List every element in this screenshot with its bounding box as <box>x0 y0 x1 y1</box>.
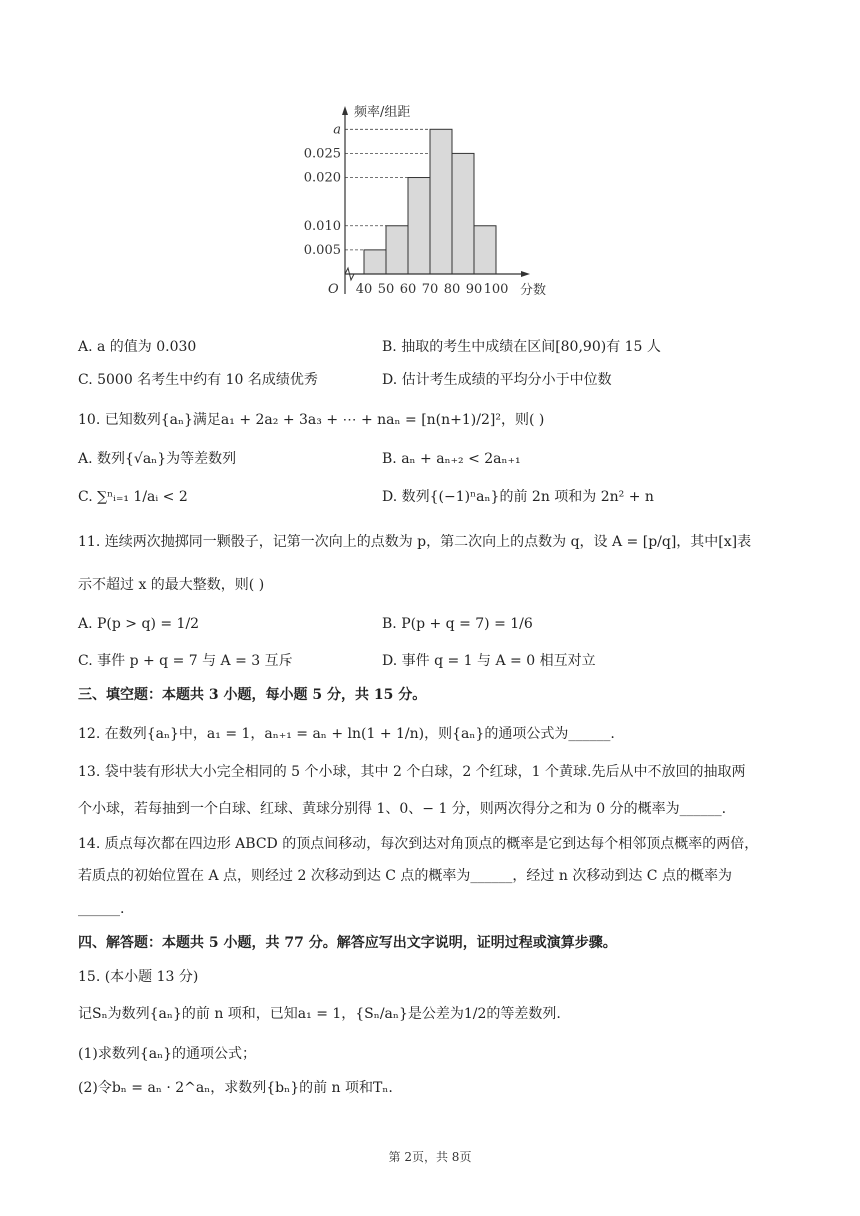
section-3-heading: 三、填空题：本题共 3 小题，每小题 5 分，共 15 分。 <box>78 687 427 703</box>
histogram-bar-2 <box>408 178 430 274</box>
q14-line3: ______. <box>78 901 125 917</box>
q11-option-d: D. 事件 q = 1 与 A = 0 相互对立 <box>382 653 596 669</box>
q15-part2: (2)令bₙ = aₙ · 2^aₙ，求数列{bₙ}的前 n 项和Tₙ. <box>78 1080 393 1096</box>
x-tick-label-40: 40 <box>355 282 373 297</box>
q10-option-c: C. ∑ⁿᵢ₌₁ 1/aᵢ < 2 <box>78 489 188 505</box>
x-tick-label-90: 90 <box>465 282 483 297</box>
y-tick-label-1: 0.010 <box>303 218 341 234</box>
histogram-bar-0 <box>364 250 386 274</box>
y-tick-label-3: 0.025 <box>303 146 341 162</box>
q9-option-d: D. 估计考生成绩的平均分小于中位数 <box>382 372 612 388</box>
histogram-bar-1 <box>386 226 408 274</box>
q13-line2: 个小球，若每抽到一个白球、红球、黄球分别得 1、0、− 1 分，则两次得分之和为 0 分的概率为______. <box>78 801 727 817</box>
y-tick-label-0: 0.005 <box>303 242 341 258</box>
y-tick-label-4: a <box>333 122 341 138</box>
q15-heading: 15. (本小题 13 分) <box>78 969 199 985</box>
q9-option-c: C. 5000 名考生中约有 10 名成绩优秀 <box>78 372 318 388</box>
x-tick-label-80: 80 <box>443 282 461 297</box>
q10-option-b: B. aₙ + aₙ₊₂ < 2aₙ₊₁ <box>382 451 521 467</box>
q10-stem: 10. 已知数列{aₙ}满足a₁ + 2a₂ + 3a₃ + ⋯ + naₙ = [n(n+1)/2]²，则( ) <box>78 412 545 428</box>
page-footer: 第 2页，共 8页 <box>388 1150 472 1164</box>
q14-line2: 若质点的初始位置在 A 点，则经过 2 次移动到达 C 点的概率为______，经过 n 次移动到达 C 点的概率为 <box>78 868 732 884</box>
q9-option-a: A. a 的值为 0.030 <box>78 339 197 355</box>
x-axis-label: 分数 <box>520 283 547 298</box>
y-axis-label: 频率/组距 <box>354 105 411 120</box>
q10-option-d: D. 数列{(−1)ⁿaₙ}的前 2n 项和为 2n² + n <box>382 489 654 505</box>
x-tick-label-60: 60 <box>399 282 417 297</box>
q14-line1: 14. 质点每次都在四边形 ABCD 的顶点间移动，每次到达对角顶点的概率是它到达每个相邻顶点概率的两倍， <box>78 836 759 852</box>
q11-option-a: A. P(p > q) = 1/2 <box>78 616 200 632</box>
histogram-bar-5 <box>474 226 496 274</box>
origin-label: O <box>328 282 339 297</box>
q9-option-b: B. 抽取的考生中成绩在区间[80,90)有 15 人 <box>382 339 661 355</box>
q11-option-b: B. P(p + q = 7) = 1/6 <box>382 616 533 632</box>
q12-stem: 12. 在数列{aₙ}中，a₁ = 1，aₙ₊₁ = aₙ + ln(1 + 1/n)，则{aₙ}的通项公式为______. <box>78 726 615 742</box>
x-tick-label-50: 50 <box>377 282 395 297</box>
q13-line1: 13. 袋中装有形状大小完全相同的 5 个小球，其中 2 个白球，2 个红球，1 个黄球.先后从中不放回的抽取两 <box>78 764 746 780</box>
q10-option-a: A. 数列{√aₙ}为等差数列 <box>78 451 237 467</box>
section-4-heading: 四、解答题：本题共 5 小题，共 77 分。解答应写出文字说明，证明过程或演算步骤。 <box>78 935 617 951</box>
histogram-bar-4 <box>452 153 474 274</box>
q11-option-c: C. 事件 p + q = 7 与 A = 3 互斥 <box>78 653 293 669</box>
y-tick-label-2: 0.020 <box>303 170 341 186</box>
histogram-bar-3 <box>430 129 452 274</box>
q15-part1: (1)求数列{aₙ}的通项公式； <box>78 1046 257 1062</box>
q11-stem-line1: 11. 连续两次抛掷同一颗骰子，记第一次向上的点数为 p，第二次向上的点数为 q，设 A = [p/q]，其中[x]表 <box>78 534 752 550</box>
q15-stem: 记Sₙ为数列{aₙ}的前 n 项和，已知a₁ = 1，{Sₙ/aₙ}是公差为1/2的等差数列. <box>78 1006 561 1022</box>
x-tick-label-100: 100 <box>483 282 509 297</box>
x-tick-label-70: 70 <box>421 282 439 297</box>
histogram-chart <box>298 98 566 306</box>
q11-stem-line2: 示不超过 x 的最大整数，则( ) <box>78 577 265 593</box>
